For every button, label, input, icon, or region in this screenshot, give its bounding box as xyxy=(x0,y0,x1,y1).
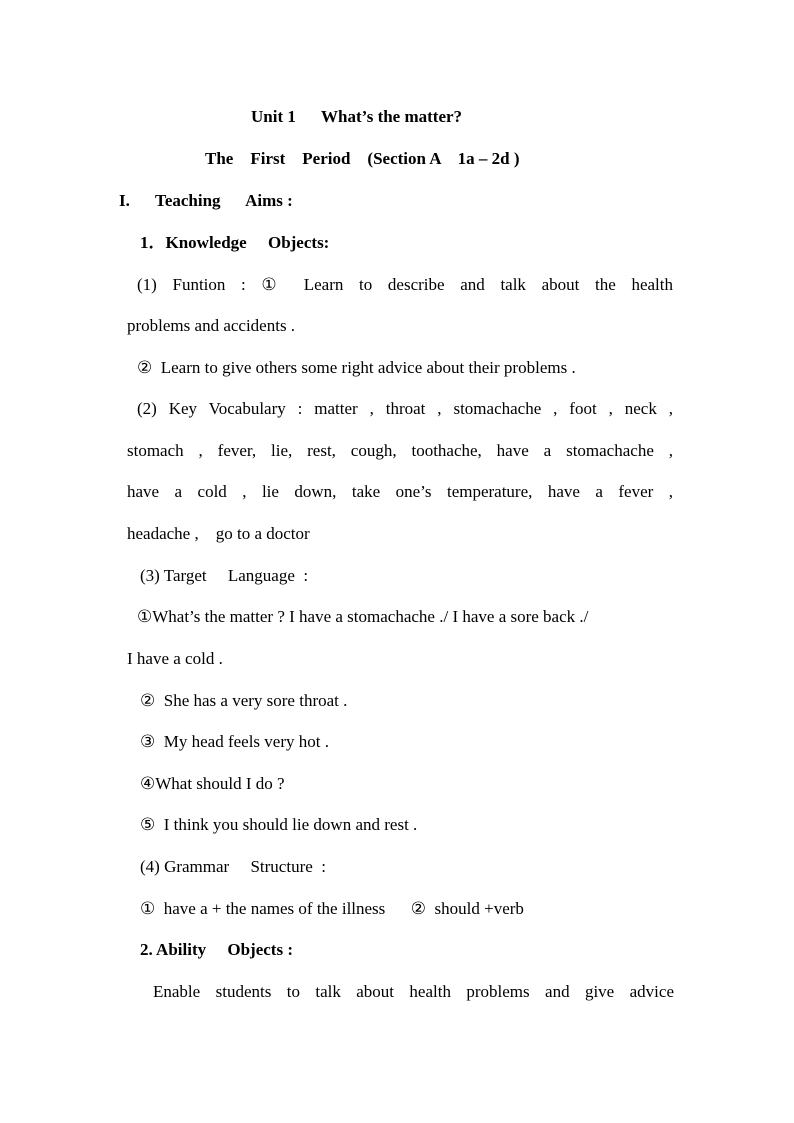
document-subtitle: The First Period (Section A 1a – 2d ) xyxy=(205,149,520,168)
target-item-2: ② She has a very sore throat . xyxy=(140,691,348,710)
vocabulary-line-2: stomach , fever, lie, rest, cough, toothache, have a stomachache , xyxy=(127,441,673,460)
document-title: Unit 1 What’s the matter? xyxy=(251,107,463,126)
ability-line-1: Enable students to talk about health problems and give advice xyxy=(153,982,674,1001)
target-item-5: ⑤ I think you should lie down and rest . xyxy=(140,815,418,834)
function-item-2: ② Learn to give others some right advice about their problems . xyxy=(137,358,576,377)
vocabulary-line-4: headache , go to a doctor xyxy=(127,524,310,543)
target-language-heading: (3) Target Language : xyxy=(140,566,309,585)
target-item-3: ③ My head feels very hot . xyxy=(140,732,329,751)
function-line-2: problems and accidents . xyxy=(127,316,296,335)
grammar-structure-heading: (4) Grammar Structure : xyxy=(140,857,326,876)
section-heading-teaching-aims: I. Teaching Aims : xyxy=(119,191,293,210)
target-item-1-line-1: ①What’s the matter ? I have a stomachache ./ I have a sore back ./ xyxy=(137,607,589,626)
vocabulary-line-3: have a cold , lie down, take one’s temperature, have a fever , xyxy=(127,482,673,501)
target-item-1-line-2: I have a cold . xyxy=(127,649,223,668)
function-line-1: (1) Funtion : ① Learn to describe and talk about the health xyxy=(137,275,673,294)
ability-objects-heading: 2. Ability Objects : xyxy=(140,940,293,959)
knowledge-objects-heading: 1．Knowledge Objects: xyxy=(140,233,330,252)
vocabulary-line-1: (2) Key Vocabulary : matter , throat , stomachache , foot , neck , xyxy=(137,399,673,418)
grammar-items: ① have a + the names of the illness ② should +verb xyxy=(140,899,524,918)
target-item-4: ④What should I do ? xyxy=(140,774,285,793)
